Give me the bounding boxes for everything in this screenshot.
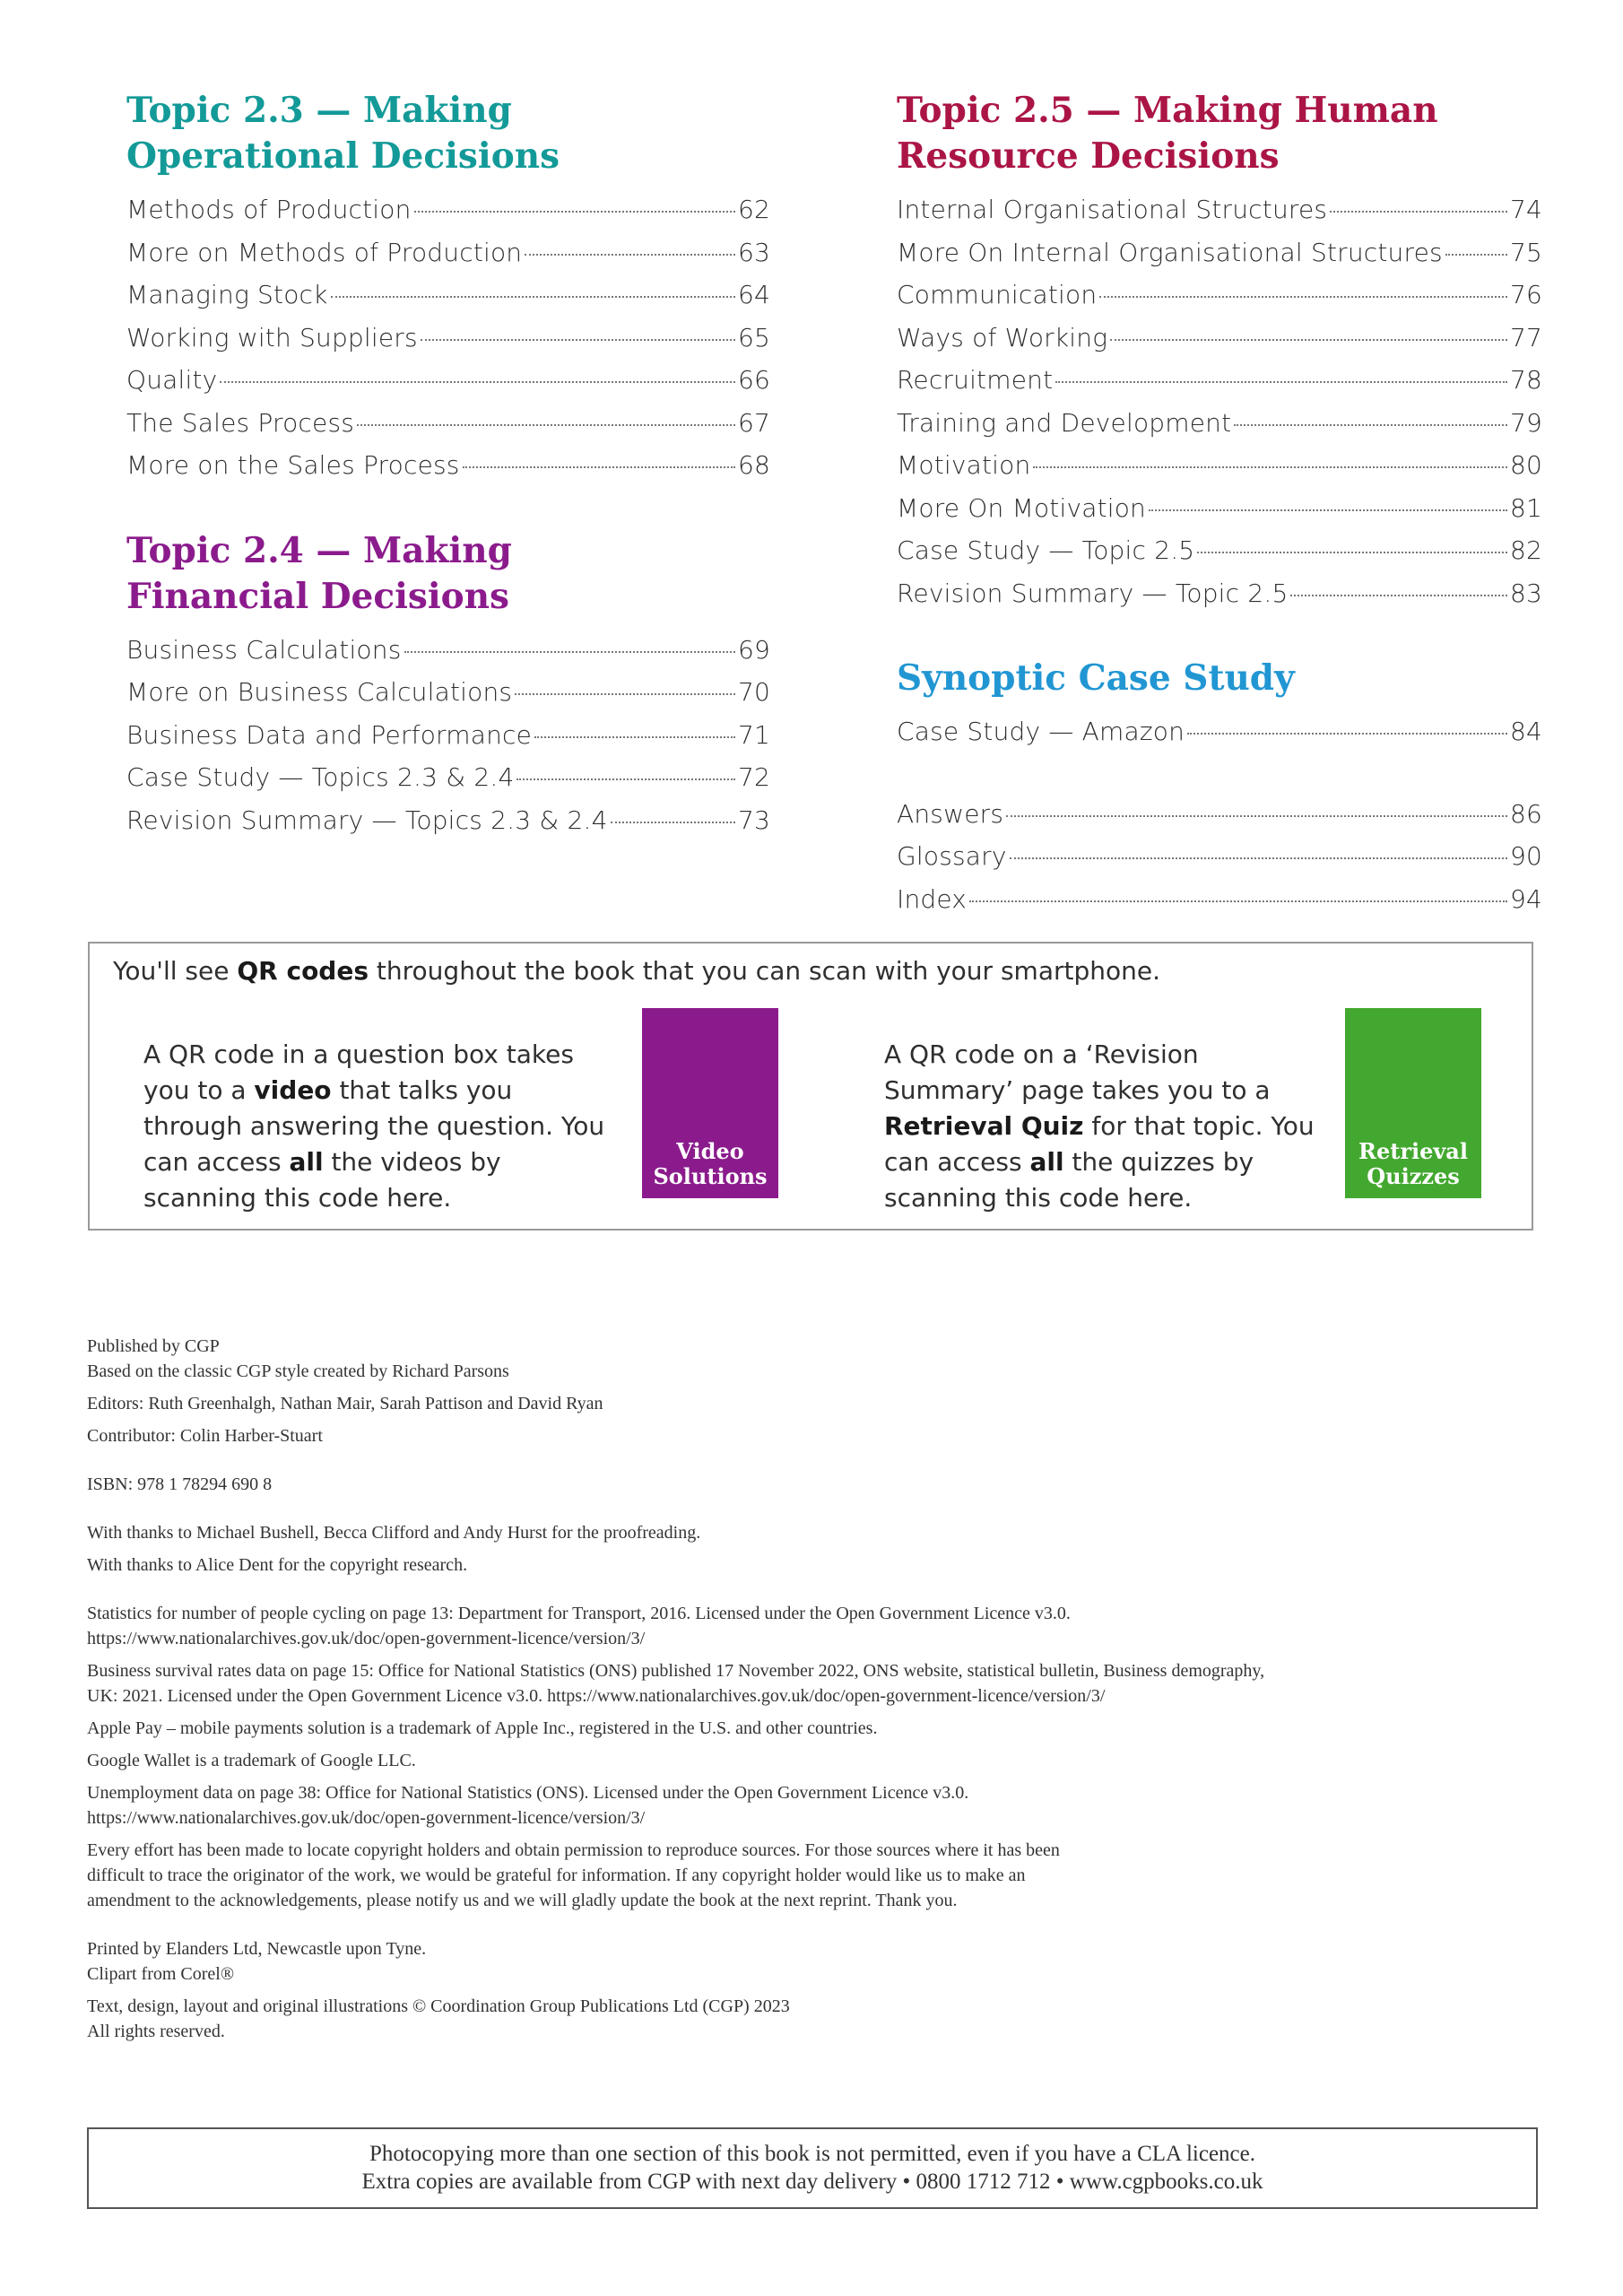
toc-entry[interactable]	[126, 629, 770, 672]
stat-cycling-url: https://www.nationalarchives.gov.uk/doc/open-government-licence/version/3/	[87, 1629, 646, 1648]
toc-leader-dots	[1197, 552, 1507, 553]
toc-entry-page: 72	[737, 762, 770, 792]
toc-entry-page: 79	[1509, 407, 1542, 438]
toc-entry-title: Communication	[897, 280, 1098, 309]
retrieval-quizzes-description: A QR code on a ‘Revision Summary’ page takes you to a Retrieval Quiz for that topic. You can access all the quizzes by scanning this code here.	[884, 1039, 1315, 1213]
contributor: Contributor: Colin Harber-Stuart	[87, 1426, 323, 1446]
toc-entry-title: Index	[897, 883, 968, 914]
toc-entry-title: Case Study — Amazon	[897, 717, 1185, 746]
toc-entry-page: 66	[737, 365, 770, 395]
toc-leader-dots	[414, 211, 735, 213]
synoptic-entries	[897, 710, 1542, 753]
toc-leader-dots	[331, 296, 735, 298]
toc-entry-page: 73	[737, 804, 770, 835]
toc-entry-page: 70	[737, 677, 770, 707]
effort-line-2: difficult to trace the originator of the work, we would be grateful for information. If any copyright holder would like us to make an	[87, 1866, 1026, 1885]
toc-entry-title: More on the Sales Process	[126, 450, 460, 480]
toc-entry-page: 82	[1509, 535, 1542, 565]
printed-by: Printed by Elanders Ltd, Newcastle upon Tyne.	[87, 1939, 427, 1959]
toc-entry-title: Training and Development	[897, 407, 1232, 438]
toc-entry-title: Motivation	[897, 450, 1031, 480]
retrieval-quizzes-qr-tile[interactable]: Retrieval Quizzes	[1345, 1008, 1481, 1198]
toc-entry[interactable]	[126, 402, 770, 445]
toc-entry[interactable]	[897, 529, 1542, 572]
toc-entry-page: 62	[737, 195, 770, 224]
toc-entry[interactable]	[897, 402, 1542, 445]
toc-entry-page: 94	[1509, 883, 1542, 914]
toc-entry[interactable]	[897, 274, 1542, 317]
stat-cycling: Statistics for number of people cycling on page 13: Department for Transport, 2016. Licensed under the Open Government Licence v3.0.	[87, 1604, 1071, 1623]
toc-entry-page: 64	[737, 280, 770, 309]
toc-entry[interactable]	[126, 671, 770, 714]
toc-leader-dots	[1055, 381, 1507, 383]
toc-entry[interactable]	[126, 188, 770, 231]
back-matter-entries	[897, 793, 1542, 921]
toc-entry-title: Methods of Production	[126, 195, 412, 224]
effort-line-3: amendment to the acknowledgements, please notify us and we will gladly update the book at the next reprint. Thank you.	[87, 1891, 958, 1910]
toc-entry[interactable]	[897, 487, 1542, 530]
toc-entry[interactable]	[897, 835, 1542, 878]
toc-leader-dots	[1006, 815, 1507, 817]
toc-leader-dots	[1099, 296, 1507, 298]
toc-entry-page: 76	[1509, 280, 1542, 309]
toc-entry-page: 71	[737, 719, 770, 750]
toc-entry-title: Quality	[126, 365, 218, 395]
topic-2-5-heading: Topic 2.5 — Making Human Resource Decisions	[897, 90, 1438, 177]
apple-trademark: Apple Pay – mobile payments solution is a trademark of Apple Inc., registered in the U.S. and other countries.	[87, 1718, 878, 1738]
toc-leader-dots	[515, 693, 735, 695]
toc-entry-title: Business Calculations	[126, 634, 402, 665]
toc-entry[interactable]	[126, 317, 770, 360]
toc-entry-page: 75	[1509, 237, 1542, 267]
toc-entry-page: 80	[1509, 450, 1542, 480]
toc-entry-title: More on Methods of Production	[126, 237, 523, 267]
toc-entry-page: 69	[737, 634, 770, 665]
toc-entry[interactable]	[897, 231, 1542, 274]
stat-survival-licence: UK: 2021. Licensed under the Open Government Licence v3.0. https://www.nationalarchives.gov.uk/doc/open-government-licence/version/3/	[87, 1686, 1106, 1706]
qr-info-box	[88, 942, 1533, 1231]
toc-leader-dots	[1010, 857, 1507, 859]
toc-entry-page: 86	[1509, 798, 1542, 829]
based-on: Based on the classic CGP style created by Richard Parsons	[87, 1361, 509, 1381]
copyright-notice: Text, design, layout and original illustrations © Coordination Group Publications Ltd (CGP) 2023	[87, 1996, 790, 2016]
toc-leader-dots	[1187, 733, 1507, 735]
isbn: ISBN: 978 1 78294 690 8	[87, 1474, 273, 1494]
toc-entry[interactable]	[897, 710, 1542, 753]
toc-entry-title: More On Internal Organisational Structures	[897, 237, 1443, 267]
toc-leader-dots	[969, 900, 1507, 902]
toc-leader-dots	[220, 381, 735, 383]
stat-survival: Business survival rates data on page 15: Office for National Statistics (ONS) published 17 November 2022, ONS website, statistical bulletin, Business demography,	[87, 1661, 1265, 1681]
toc-leader-dots	[1290, 595, 1506, 596]
toc-entry-title: Working with Suppliers	[126, 322, 418, 352]
toc-leader-dots	[1110, 339, 1507, 341]
effort-line-1: Every effort has been made to locate copyright holders and obtain permission to reproduce sources. For those sources where it has been	[87, 1840, 1060, 1860]
toc-entry-title: The Sales Process	[126, 407, 355, 438]
toc-entry-title: Case Study — Topic 2.5	[897, 535, 1195, 565]
toc-entry[interactable]	[126, 714, 770, 757]
toc-entry[interactable]	[126, 231, 770, 274]
toc-entry[interactable]	[897, 359, 1542, 402]
toc-entry[interactable]	[126, 756, 770, 799]
thanks-proofreading: With thanks to Michael Bushell, Becca Clifford and Andy Hurst for the proofreading.	[87, 1523, 701, 1543]
toc-entry[interactable]	[897, 793, 1542, 836]
toc-leader-dots	[516, 778, 734, 780]
toc-entry-page: 67	[737, 407, 770, 438]
toc-entry-page: 63	[737, 237, 770, 267]
toc-entry-title: Answers	[897, 798, 1004, 829]
toc-entry[interactable]	[126, 359, 770, 402]
video-solutions-description: A QR code in a question box takes you to a video that talks you through answering the question. You can access all the videos by scanning this code here.	[143, 1039, 605, 1213]
synoptic-case-study-heading: Synoptic Case Study	[897, 657, 1295, 699]
photocopying-notice: Photocopying more than one section of this book is not permitted, even if you have a CLA licence.	[369, 2142, 1255, 2166]
toc-entry-title: Glossary	[897, 841, 1007, 871]
toc-leader-dots	[1330, 211, 1507, 213]
clipart-credit: Clipart from Corel®	[87, 1964, 235, 1984]
toc-right-column	[897, 88, 1542, 920]
photocopying-notice-box	[87, 2127, 1538, 2209]
toc-leader-dots	[1033, 466, 1507, 468]
toc-leader-dots	[525, 254, 735, 256]
toc-entry-page: 77	[1509, 322, 1542, 352]
video-solutions-qr-tile[interactable]: Video Solutions	[642, 1008, 778, 1198]
toc-leader-dots	[421, 339, 735, 341]
topic-2-5-entries	[897, 188, 1542, 614]
toc-entry[interactable]	[897, 317, 1542, 360]
toc-entry-title: Managing Stock	[126, 280, 328, 309]
toc-entry[interactable]	[897, 444, 1542, 487]
qr-intro-text: You'll see QR codes throughout the book that you can scan with your smartphone.	[113, 956, 1160, 986]
stat-unemployment-url: https://www.nationalarchives.gov.uk/doc/open-government-licence/version/3/	[87, 1808, 646, 1828]
toc-entry-title: More On Motivation	[897, 492, 1147, 523]
toc-leader-dots	[1234, 424, 1507, 426]
stat-unemployment: Unemployment data on page 38: Office for National Statistics (ONS). Licensed under the Open Government Licence v3.0.	[87, 1783, 969, 1803]
google-trademark: Google Wallet is a trademark of Google LLC.	[87, 1751, 416, 1770]
toc-entry-title: Case Study — Topics 2.3 & 2.4	[126, 762, 515, 792]
toc-entry-title: Business Data and Performance	[126, 719, 533, 750]
toc-entry-title: Revision Summary — Topic 2.5	[897, 578, 1289, 608]
published-by: Published by CGP	[87, 1336, 220, 1356]
toc-entry[interactable]	[897, 878, 1542, 921]
toc-entry[interactable]	[897, 572, 1542, 615]
toc-entry-title: More on Business Calculations	[126, 677, 513, 707]
toc-leader-dots	[534, 736, 735, 738]
toc-entry-page: 68	[737, 450, 770, 480]
toc-leader-dots	[357, 424, 735, 426]
imprint-credits	[87, 1334, 1522, 2044]
editors: Editors: Ruth Greenhalgh, Nathan Mair, Sarah Pattison and David Ryan	[87, 1394, 603, 1413]
toc-leader-dots	[1149, 509, 1507, 511]
toc-leader-dots	[404, 651, 735, 653]
toc-leader-dots	[1445, 254, 1507, 256]
topic-2-3-heading: Topic 2.3 — Making Operational Decisions	[126, 90, 560, 177]
toc-entry-page: 65	[737, 322, 770, 352]
toc-entry-page: 90	[1509, 841, 1542, 871]
topic-2-4-heading: Topic 2.4 — Making Financial Decisions	[126, 529, 512, 617]
rights-reserved: All rights reserved.	[87, 2022, 225, 2041]
toc-entry[interactable]	[897, 188, 1542, 231]
extra-copies-notice: Extra copies are available from CGP with next day delivery • 0800 1712 712 • www.cgpbooks.co.uk	[361, 2170, 1263, 2194]
toc-entry-page: 84	[1509, 717, 1542, 746]
toc-entry[interactable]	[126, 444, 770, 487]
toc-entry[interactable]	[126, 799, 770, 842]
toc-entry[interactable]	[126, 274, 770, 317]
toc-entry-page: 81	[1509, 492, 1542, 523]
toc-left-column	[126, 88, 770, 841]
topic-2-3-entries	[126, 188, 770, 487]
thanks-copyright: With thanks to Alice Dent for the copyright research.	[87, 1555, 468, 1575]
toc-entry-title: Ways of Working	[897, 322, 1108, 352]
toc-leader-dots	[611, 822, 735, 823]
toc-entry-page: 83	[1509, 578, 1542, 608]
toc-entry-page: 78	[1509, 365, 1542, 395]
topic-2-4-entries	[126, 629, 770, 842]
toc-entry-title: Revision Summary — Topics 2.3 & 2.4	[126, 804, 608, 835]
toc-entry-title: Recruitment	[897, 365, 1054, 395]
toc-leader-dots	[463, 466, 735, 468]
toc-entry-title: Internal Organisational Structures	[897, 195, 1328, 224]
toc-entry-page: 74	[1509, 195, 1542, 224]
